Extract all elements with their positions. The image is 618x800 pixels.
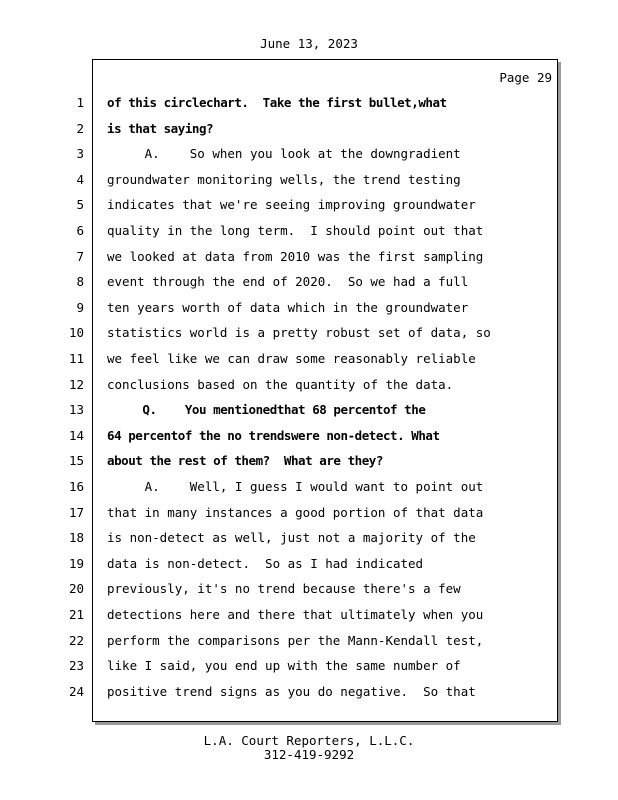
line-number: 24 (68, 684, 84, 699)
line-number: 23 (68, 658, 84, 673)
line-number: 6 (76, 223, 84, 238)
transcript-line: of this circlechart. Take the first bullet,what (107, 95, 447, 110)
transcript-line: like I said, you end up with the same number of (107, 658, 461, 673)
transcript-line: groundwater monitoring wells, the trend testing (107, 172, 461, 187)
transcript-line: about the rest of them? What are they? (107, 453, 383, 468)
footer-phone: 312-419-9292 (263, 747, 355, 762)
transcript-line: data is non-detect. So as I had indicated (107, 556, 424, 571)
line-number: 18 (68, 530, 84, 545)
line-number: 11 (68, 351, 84, 366)
transcript-line: conclusions based on the quantity of the data. (107, 377, 454, 392)
footer-company: L.A. Court Reporters, L.L.C. (203, 733, 415, 748)
transcript-line: 64 percentof the no trendswere non-detect. What (107, 428, 440, 443)
line-number: 15 (68, 453, 84, 468)
transcript-line: A. Well, I guess I would want to point out (107, 479, 484, 494)
transcript-line: that in many instances a good portion of that data (107, 505, 484, 520)
line-number: 20 (68, 581, 84, 596)
line-number: 22 (68, 633, 84, 648)
line-number: 19 (68, 556, 84, 571)
transcript-line: ten years worth of data which in the groundwater (107, 300, 469, 315)
transcript-line: perform the comparisons per the Mann-Kendall test, (107, 633, 484, 648)
line-number: 10 (68, 325, 84, 340)
line-number: 3 (76, 146, 84, 161)
transcript-line: positive trend signs as you do negative. So that (107, 684, 476, 699)
line-number: 2 (76, 121, 84, 136)
line-number: 1 (76, 95, 84, 110)
line-number: 7 (76, 249, 84, 264)
page-number: Page 29 (499, 70, 552, 85)
line-number: 17 (68, 505, 84, 520)
transcript-line: A. So when you look at the downgradient (107, 146, 461, 161)
line-number: 13 (68, 402, 84, 417)
transcript-line: is that saying? (107, 121, 214, 136)
transcript-line: Q. You mentionedthat 68 percentof the (107, 402, 426, 417)
transcript-line: detections here and there that ultimately when you (107, 607, 484, 622)
line-number: 21 (68, 607, 84, 622)
transcript-line: statistics world is a pretty robust set of data, so (107, 325, 491, 340)
transcript-line: is non-detect as well, just not a majority of the (107, 530, 476, 545)
header-date: June 13, 2023 (260, 36, 358, 51)
transcript-line: quality in the long term. I should point out that (107, 223, 484, 238)
line-number: 14 (68, 428, 84, 443)
transcript-line: indicates that we're seeing improving groundwater (107, 197, 476, 212)
line-number: 4 (76, 172, 84, 187)
transcript-line: we looked at data from 2010 was the first sampling (107, 249, 484, 264)
transcript-line: we feel like we can draw some reasonably reliable (107, 351, 476, 366)
line-number: 5 (76, 197, 84, 212)
transcript-line: event through the end of 2020. So we had a full (107, 274, 469, 289)
transcript-line: previously, it's no trend because there's a few (107, 581, 461, 596)
line-number: 9 (76, 300, 84, 315)
line-number: 8 (76, 274, 84, 289)
line-number: 12 (68, 377, 84, 392)
line-number: 16 (68, 479, 84, 494)
